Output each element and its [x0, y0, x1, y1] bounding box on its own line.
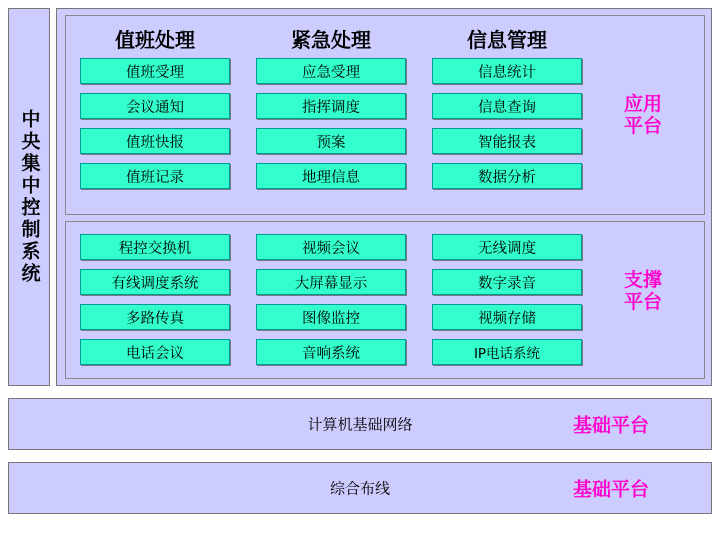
cabling-layer-bar — [8, 462, 712, 514]
support-platform-label — [598, 270, 688, 314]
platform-stack — [56, 8, 712, 386]
support-platform-label-line2: 平台 — [623, 290, 662, 313]
cell-wireless-2[interactable]: 数字录音 — [432, 269, 582, 295]
cell-duty-1[interactable]: 值班受理 — [80, 58, 230, 84]
column-telecom-cells — [80, 234, 230, 374]
cell-telecom-4[interactable]: 电话会议 — [80, 339, 230, 365]
column-emergency-cells — [256, 58, 406, 198]
cell-video-2[interactable]: 大屏幕显示 — [256, 269, 406, 295]
network-layer-bar — [8, 398, 712, 450]
support-platform-label-line1: 支撑 — [623, 269, 662, 291]
cell-telecom-2[interactable]: 有线调度系统 — [80, 269, 230, 295]
network-platform-label: 基础平台 — [572, 414, 649, 437]
column-duty-cells — [80, 58, 230, 198]
column-wireless-cells — [432, 234, 582, 374]
cell-video-3[interactable]: 图像监控 — [256, 304, 406, 330]
cell-telecom-1[interactable]: 程控交换机 — [80, 234, 230, 260]
network-layer-label: 计算机基础网络 — [307, 415, 413, 434]
column-header-duty: 值班处理 — [115, 28, 195, 52]
cabling-layer-label: 综合布线 — [329, 479, 390, 498]
application-platform-label-line1: 应用 — [623, 93, 662, 115]
column-header-information: 信息管理 — [467, 28, 547, 52]
application-platform-label — [598, 94, 688, 138]
cell-emergency-2[interactable]: 指挥调度 — [256, 93, 406, 119]
cabling-platform-label: 基础平台 — [572, 478, 649, 501]
application-platform-label-line2: 平台 — [623, 114, 662, 137]
column-header-emergency: 紧急处理 — [291, 28, 371, 52]
cell-video-4[interactable]: 音响系统 — [256, 339, 406, 365]
cell-emergency-3[interactable]: 预案 — [256, 128, 406, 154]
cell-telecom-3[interactable]: 多路传真 — [80, 304, 230, 330]
cell-information-2[interactable]: 信息查询 — [432, 93, 582, 119]
cell-wireless-4[interactable]: IP电话系统 — [432, 339, 582, 365]
cell-information-3[interactable]: 智能报表 — [432, 128, 582, 154]
cell-video-1[interactable]: 视频会议 — [256, 234, 406, 260]
central-control-system-column — [8, 8, 50, 386]
cell-information-1[interactable]: 信息统计 — [432, 58, 582, 84]
cell-duty-4[interactable]: 值班记录 — [80, 163, 230, 189]
central-control-system-label: 中央集中控制系统 — [18, 109, 41, 285]
cell-emergency-1[interactable]: 应急受理 — [256, 58, 406, 84]
support-platform-group — [65, 221, 705, 379]
cell-duty-2[interactable]: 会议通知 — [80, 93, 230, 119]
cell-wireless-3[interactable]: 视频存储 — [432, 304, 582, 330]
cell-emergency-4[interactable]: 地理信息 — [256, 163, 406, 189]
cell-duty-3[interactable]: 值班快报 — [80, 128, 230, 154]
cell-information-4[interactable]: 数据分析 — [432, 163, 582, 189]
cell-wireless-1[interactable]: 无线调度 — [432, 234, 582, 260]
column-information-cells — [432, 58, 582, 198]
application-platform-group — [65, 15, 705, 215]
column-video-cells — [256, 234, 406, 374]
